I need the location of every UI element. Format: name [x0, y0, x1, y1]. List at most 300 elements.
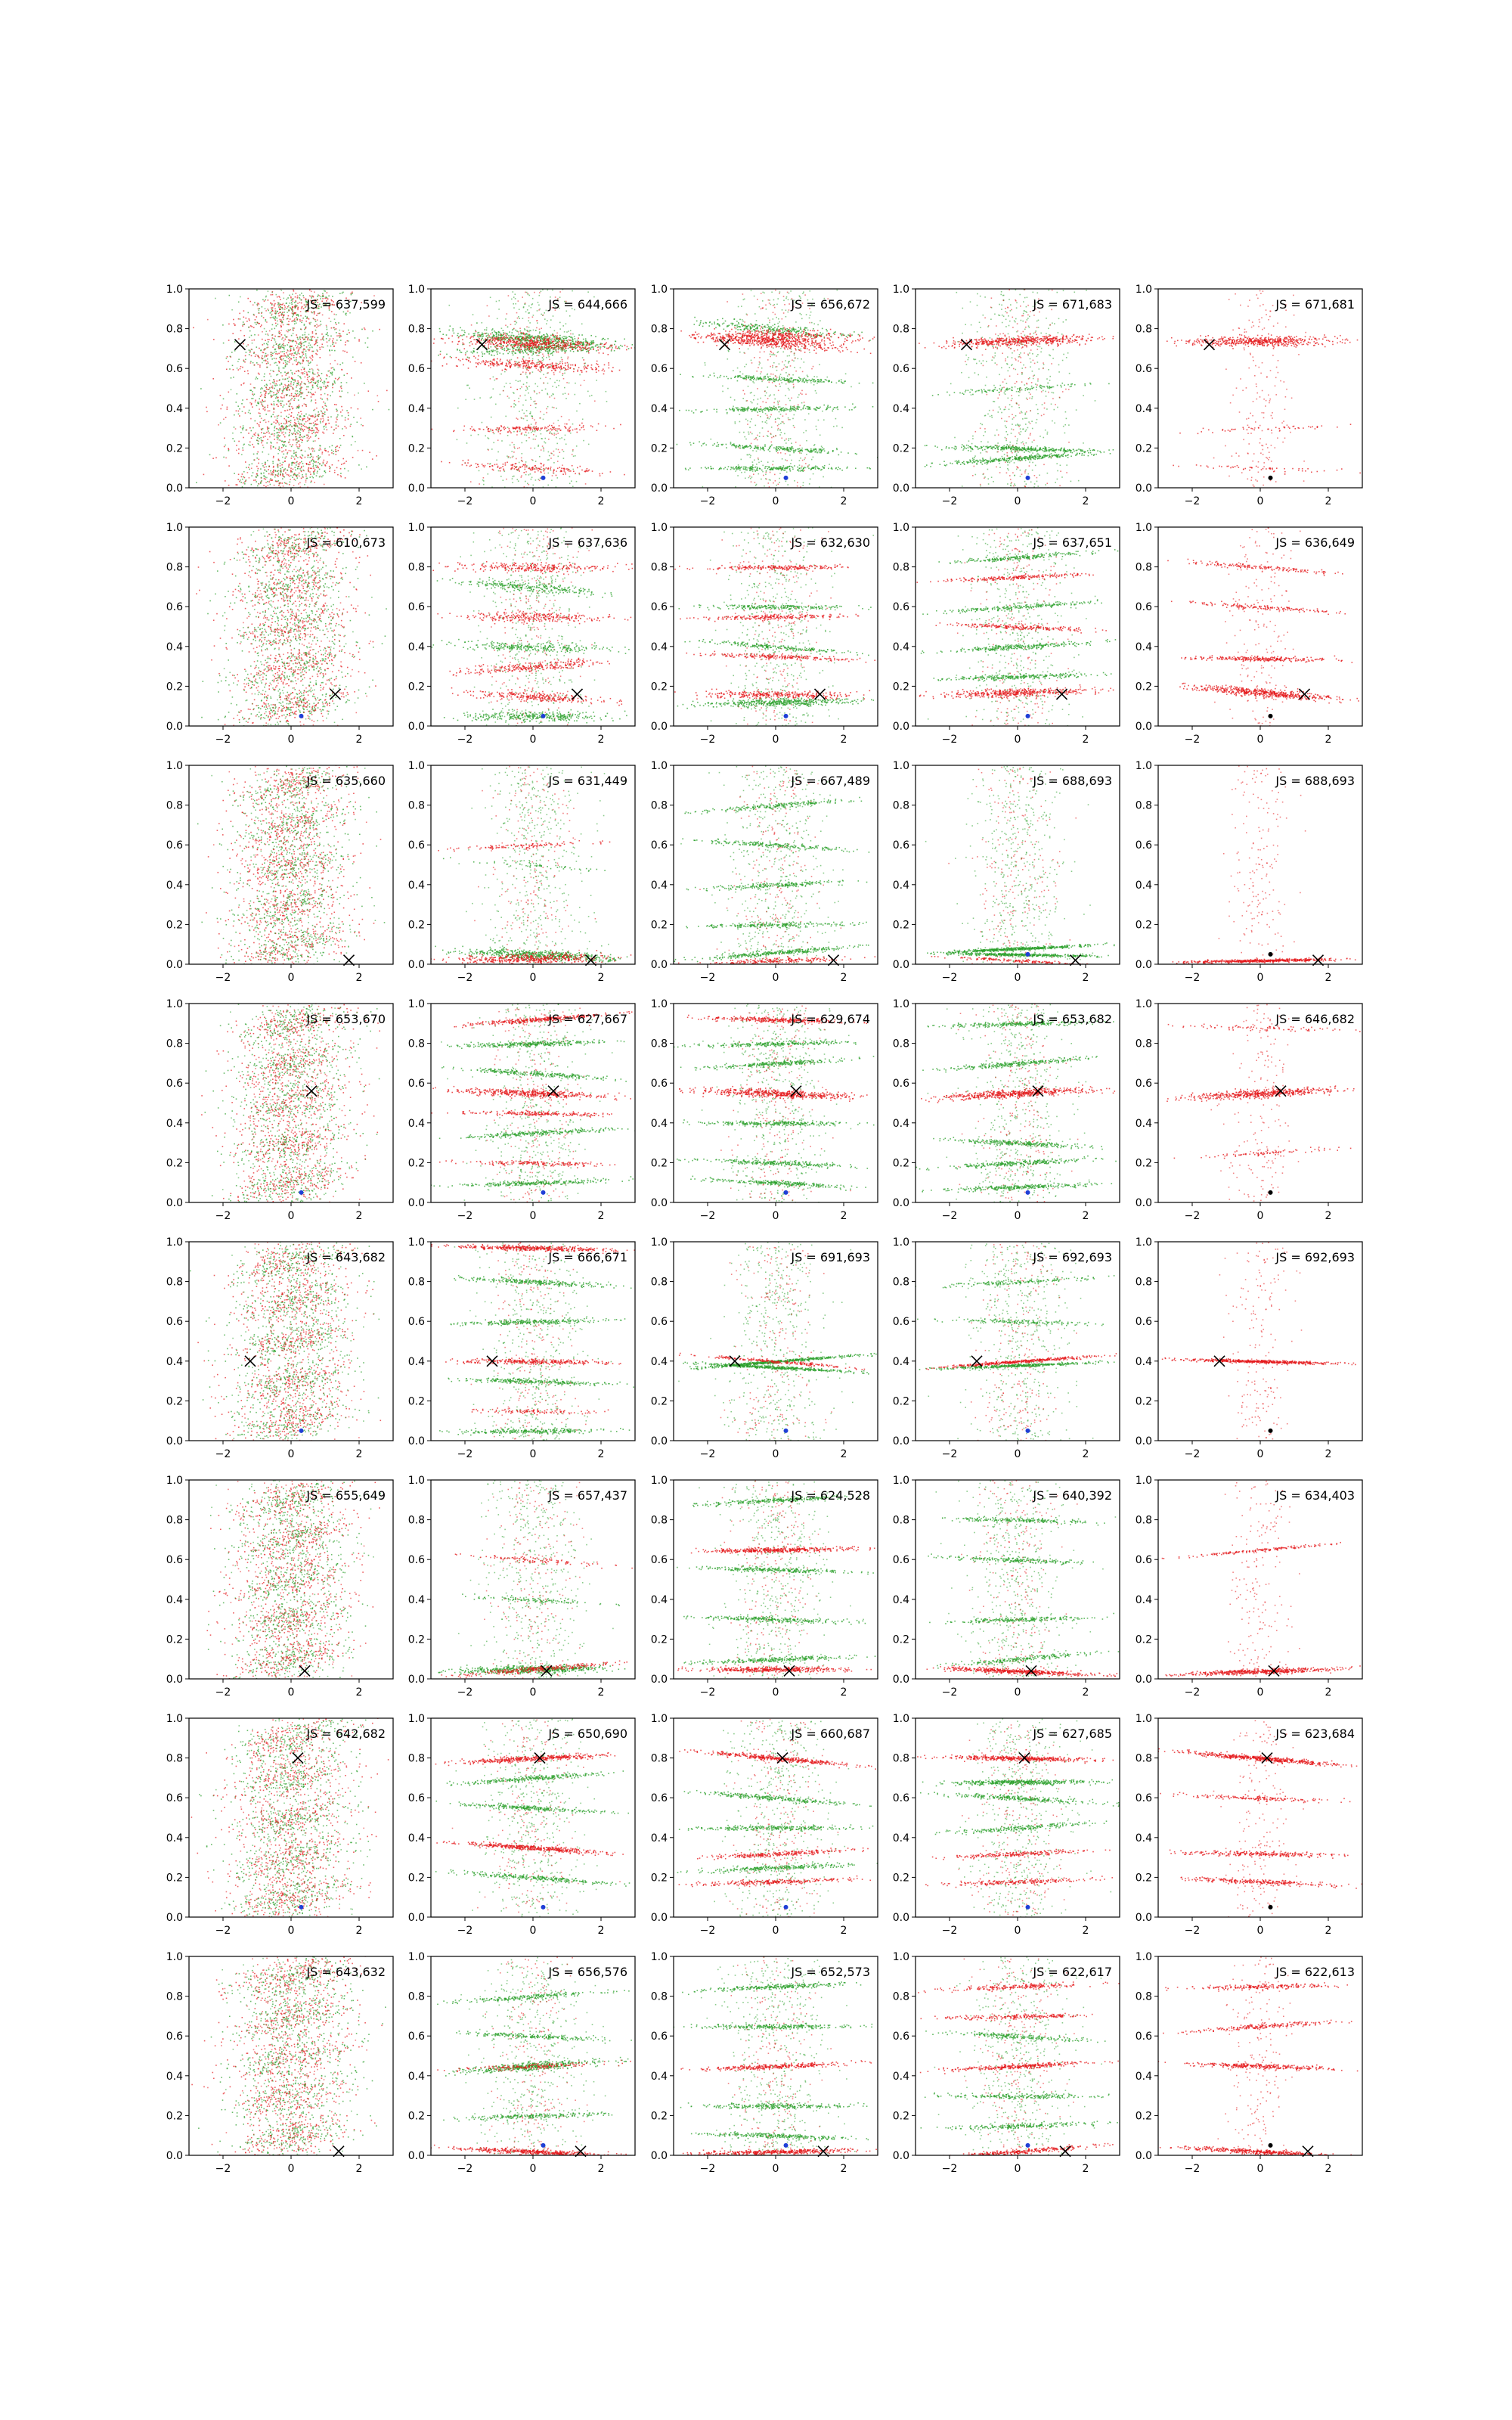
data-point — [286, 423, 287, 424]
data-point — [354, 395, 355, 396]
data-point — [280, 473, 281, 475]
data-point — [442, 365, 444, 367]
data-point — [304, 304, 305, 306]
data-point — [567, 369, 569, 371]
data-point — [515, 346, 516, 347]
data-point — [293, 450, 295, 451]
data-point — [283, 345, 284, 346]
data-point — [516, 349, 518, 351]
data-point — [541, 428, 542, 430]
data-point — [540, 361, 541, 363]
data-point — [521, 417, 522, 419]
data-point — [571, 480, 572, 482]
data-point — [278, 368, 280, 370]
data-point — [313, 466, 314, 467]
data-point — [595, 367, 596, 368]
data-point — [507, 360, 508, 361]
data-point — [289, 434, 290, 436]
data-point — [302, 420, 303, 422]
data-point — [286, 456, 287, 458]
data-point — [539, 329, 541, 330]
data-point — [297, 297, 299, 299]
data-point — [490, 397, 491, 399]
data-point — [557, 343, 559, 344]
data-point — [538, 336, 540, 337]
data-point — [536, 468, 538, 470]
data-point — [462, 344, 463, 346]
data-point — [291, 464, 293, 466]
data-point — [579, 425, 581, 427]
data-point — [291, 426, 293, 427]
data-point — [547, 394, 549, 396]
data-point — [525, 340, 526, 341]
data-point — [497, 365, 498, 367]
data-point — [294, 420, 296, 421]
data-point — [503, 334, 504, 335]
data-point — [292, 307, 293, 309]
data-point — [267, 407, 268, 408]
data-point — [287, 426, 289, 427]
data-point — [293, 320, 294, 321]
data-point — [264, 374, 265, 375]
data-point — [528, 474, 530, 476]
data-point — [288, 474, 290, 476]
data-point — [311, 337, 312, 338]
data-point — [567, 358, 569, 360]
data-point — [272, 382, 274, 383]
data-point — [213, 339, 215, 340]
data-point — [287, 388, 288, 389]
data-point — [565, 337, 567, 339]
data-point — [511, 299, 513, 300]
data-point — [598, 366, 600, 368]
data-point — [277, 437, 278, 439]
data-point — [446, 334, 448, 336]
data-point — [534, 346, 536, 348]
data-point — [223, 399, 225, 400]
data-point — [308, 464, 309, 465]
data-point — [280, 423, 282, 424]
data-point — [516, 330, 517, 331]
data-point — [308, 362, 310, 364]
data-point — [548, 451, 550, 453]
data-point — [277, 416, 278, 417]
data-point — [308, 380, 309, 382]
data-point — [624, 345, 626, 346]
data-point — [275, 353, 277, 355]
data-point — [266, 470, 268, 472]
data-point — [296, 436, 297, 438]
data-point — [525, 429, 526, 430]
data-point — [597, 344, 599, 346]
data-point — [543, 374, 544, 376]
data-point — [302, 392, 304, 394]
data-point — [547, 346, 549, 347]
data-point — [297, 319, 299, 321]
data-point — [533, 337, 534, 339]
data-point — [446, 364, 448, 365]
data-point — [268, 355, 269, 356]
data-point — [284, 368, 285, 369]
data-point — [296, 371, 297, 372]
data-point — [588, 352, 590, 354]
data-point — [251, 468, 253, 470]
data-point — [513, 451, 515, 453]
data-point — [297, 430, 299, 432]
data-point — [512, 332, 513, 334]
data-point — [300, 450, 302, 451]
data-point — [581, 345, 582, 346]
data-point — [559, 341, 560, 343]
data-point — [610, 345, 612, 346]
data-point — [299, 343, 301, 345]
data-point — [477, 341, 479, 343]
data-point — [299, 297, 300, 299]
data-point — [249, 477, 250, 479]
data-point — [497, 340, 499, 342]
data-point — [278, 432, 280, 433]
data-point — [538, 364, 540, 365]
data-point — [290, 340, 292, 342]
data-point — [492, 332, 494, 334]
data-point — [330, 346, 332, 347]
data-point — [297, 427, 299, 428]
data-point — [249, 320, 250, 321]
data-point — [246, 467, 247, 469]
data-point — [492, 430, 494, 431]
data-point — [597, 364, 599, 365]
data-point — [290, 430, 291, 431]
data-point — [556, 408, 557, 409]
data-point — [320, 377, 321, 379]
data-point — [536, 393, 538, 395]
data-point — [602, 343, 603, 345]
data-point — [287, 470, 289, 471]
data-point — [246, 352, 247, 353]
data-point — [243, 324, 244, 325]
data-point — [333, 338, 334, 340]
data-point — [310, 436, 311, 438]
data-point — [519, 470, 520, 472]
data-point — [324, 380, 325, 382]
data-point — [254, 459, 256, 461]
data-point — [603, 338, 604, 340]
data-point — [516, 434, 518, 436]
data-point — [301, 458, 302, 459]
data-point — [245, 355, 246, 357]
data-point — [486, 327, 488, 329]
data-point — [515, 303, 516, 305]
data-point — [324, 484, 325, 486]
data-point — [240, 384, 242, 386]
data-point — [517, 431, 519, 433]
data-point — [552, 366, 553, 368]
data-point — [344, 426, 345, 427]
data-point — [562, 361, 563, 363]
data-point — [222, 324, 224, 326]
data-point — [324, 426, 325, 427]
data-point — [581, 470, 583, 471]
data-point — [530, 337, 531, 339]
data-point — [529, 322, 531, 324]
data-point — [511, 464, 513, 466]
data-point — [539, 333, 541, 334]
data-point — [271, 307, 272, 309]
data-point — [312, 457, 314, 458]
data-point — [243, 383, 244, 385]
data-point — [327, 430, 328, 431]
data-point — [260, 468, 262, 470]
data-point — [297, 364, 299, 365]
data-point — [473, 333, 475, 334]
data-point — [245, 480, 246, 482]
data-point — [292, 293, 293, 295]
data-point — [606, 401, 608, 402]
data-point — [286, 420, 287, 422]
data-point — [259, 310, 260, 312]
data-point — [531, 351, 532, 352]
data-point — [295, 452, 296, 454]
data-point — [290, 444, 291, 445]
data-point — [279, 427, 280, 429]
data-point — [283, 303, 284, 305]
data-point — [519, 352, 521, 354]
data-point — [540, 371, 541, 373]
data-point — [347, 284, 349, 285]
data-point — [298, 412, 299, 414]
data-point — [289, 425, 290, 427]
data-point — [590, 342, 591, 343]
data-point — [562, 393, 564, 395]
data-point — [318, 411, 319, 413]
data-point — [267, 427, 268, 429]
data-point — [287, 361, 289, 363]
data-point — [543, 419, 544, 420]
data-point — [272, 355, 274, 356]
data-point — [308, 382, 310, 383]
data-point — [303, 398, 305, 399]
data-point — [573, 469, 575, 470]
data-point — [319, 325, 321, 327]
data-point — [494, 340, 496, 342]
data-point — [526, 352, 528, 354]
data-point — [228, 324, 230, 325]
data-point — [278, 315, 280, 317]
data-point — [490, 429, 491, 430]
data-point — [303, 352, 305, 353]
data-point — [518, 300, 519, 302]
data-point — [246, 318, 247, 319]
data-point — [507, 337, 509, 339]
data-point — [342, 293, 343, 294]
data-point — [251, 403, 253, 405]
data-point — [583, 440, 584, 442]
data-point — [553, 335, 555, 337]
data-point — [486, 333, 488, 334]
data-point — [281, 290, 283, 291]
data-point — [556, 352, 558, 353]
data-point — [563, 343, 565, 344]
data-point — [246, 321, 248, 322]
data-point — [315, 402, 317, 404]
data-point — [315, 465, 317, 467]
data-point — [471, 427, 472, 428]
data-point — [565, 444, 567, 445]
data-point — [570, 340, 572, 341]
data-point — [565, 336, 567, 337]
data-point — [284, 340, 285, 342]
data-point — [266, 384, 268, 386]
data-point — [277, 453, 279, 455]
data-point — [505, 368, 507, 370]
data-point — [290, 349, 292, 351]
data-point — [299, 456, 301, 458]
data-point — [249, 410, 250, 411]
data-point — [526, 382, 528, 383]
data-point — [600, 343, 602, 345]
data-point — [500, 394, 501, 396]
data-point — [335, 383, 336, 384]
data-point — [440, 354, 442, 355]
data-point — [503, 429, 505, 430]
data-point — [258, 309, 259, 310]
data-point — [325, 472, 327, 473]
data-point — [541, 469, 543, 470]
data-point — [227, 408, 228, 410]
data-point — [366, 467, 367, 468]
data-point — [337, 414, 339, 416]
data-point — [532, 316, 534, 318]
data-point — [285, 385, 287, 386]
data-point — [271, 474, 272, 476]
data-point — [613, 428, 615, 430]
data-point — [280, 309, 281, 310]
data-point — [305, 482, 307, 483]
data-point — [283, 324, 284, 326]
data-point — [611, 371, 612, 372]
data-point — [570, 368, 572, 369]
data-point — [510, 458, 511, 459]
data-point — [508, 335, 510, 337]
data-point — [538, 348, 540, 349]
data-point — [525, 390, 527, 392]
data-point — [490, 365, 491, 366]
data-point — [327, 382, 328, 383]
data-point — [512, 478, 513, 479]
data-point — [320, 386, 321, 388]
data-point — [558, 366, 559, 368]
data-point — [316, 456, 318, 458]
data-point — [277, 470, 278, 472]
data-point — [281, 346, 283, 347]
data-point — [494, 380, 496, 381]
data-point — [336, 446, 337, 448]
data-point — [305, 473, 307, 475]
data-point — [230, 356, 231, 358]
data-point — [333, 343, 335, 344]
data-point — [243, 317, 245, 318]
data-point — [252, 391, 253, 392]
data-point — [268, 310, 269, 312]
data-point — [470, 481, 472, 482]
data-point — [518, 331, 519, 333]
data-point — [576, 428, 578, 430]
data-point — [509, 331, 510, 333]
data-point — [256, 316, 258, 318]
data-point — [542, 360, 544, 361]
data-point — [276, 294, 277, 296]
data-point — [593, 343, 594, 345]
data-point — [293, 290, 295, 292]
data-point — [504, 348, 506, 349]
data-point — [585, 338, 587, 340]
data-point — [567, 362, 569, 364]
data-point — [328, 296, 330, 297]
data-point — [543, 447, 544, 448]
data-point — [528, 386, 530, 387]
data-point — [286, 330, 287, 332]
data-point — [541, 362, 543, 364]
data-point — [541, 346, 543, 348]
data-point — [299, 445, 301, 447]
data-point — [265, 476, 266, 478]
data-point — [516, 380, 517, 381]
data-point — [299, 482, 301, 484]
data-point — [558, 420, 559, 421]
data-point — [321, 418, 322, 420]
data-point — [572, 424, 574, 425]
data-point — [544, 442, 545, 443]
data-point — [267, 309, 268, 310]
data-point — [294, 430, 296, 432]
data-point — [220, 408, 222, 410]
data-point — [540, 348, 541, 349]
data-point — [223, 419, 225, 420]
data-point — [341, 382, 342, 383]
data-point — [482, 336, 483, 337]
data-point — [526, 369, 528, 371]
data-point — [513, 341, 514, 343]
data-point — [469, 466, 471, 467]
data-point — [561, 416, 562, 417]
data-point — [515, 363, 516, 365]
data-point — [554, 433, 556, 434]
data-point — [481, 340, 482, 341]
data-point — [282, 467, 284, 468]
data-point — [295, 296, 296, 298]
data-point — [568, 393, 569, 395]
data-point — [279, 482, 280, 484]
data-point — [272, 337, 274, 339]
data-point — [277, 318, 278, 319]
data-point — [330, 338, 331, 340]
data-point — [274, 306, 275, 307]
data-point — [501, 426, 503, 427]
data-point — [301, 299, 302, 301]
data-point — [627, 346, 628, 348]
data-point — [284, 495, 285, 497]
data-point — [522, 461, 523, 462]
data-point — [525, 360, 527, 361]
data-point — [265, 349, 266, 350]
data-point — [530, 343, 531, 344]
data-point — [522, 433, 523, 434]
data-point — [579, 403, 581, 405]
data-point — [518, 367, 519, 368]
data-point — [614, 350, 615, 352]
data-point — [333, 433, 334, 434]
data-point — [293, 417, 295, 418]
